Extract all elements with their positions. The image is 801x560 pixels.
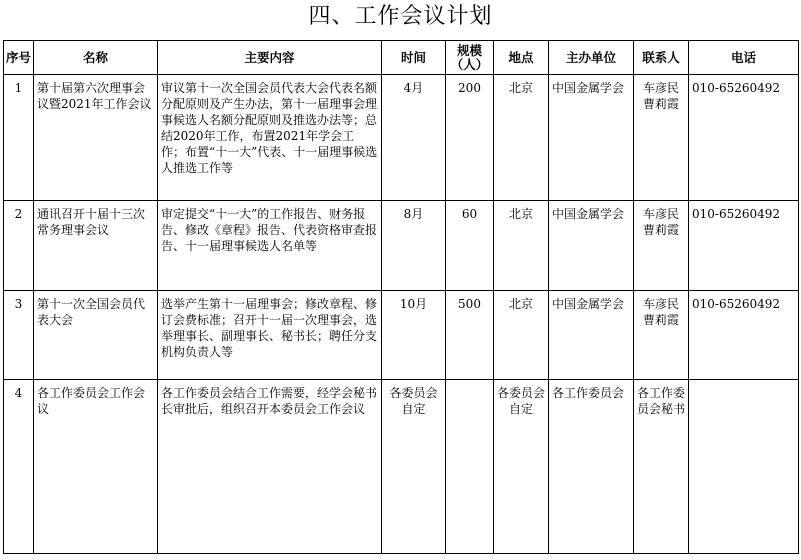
contact-person: 各工作委员会秘书: [637, 386, 686, 416]
meeting-content: 审定提交“十一大”的工作报告、财务报告、修改《章程》报告、代表资格审查报告、十一届理事候选人名单等: [158, 201, 382, 291]
meeting-phone: 010-65260492: [689, 291, 799, 380]
header-organizer: 主办单位: [549, 41, 634, 75]
meeting-organizer: 中国金属学会: [549, 201, 634, 291]
header-content: 主要内容: [158, 41, 382, 75]
header-row: [4, 41, 799, 75]
meeting-scale: 500: [446, 291, 494, 380]
meeting-scale: [446, 380, 494, 554]
meeting-time: 各委员会自定: [382, 380, 446, 554]
row-no: 4: [4, 380, 34, 554]
meeting-scale: 60: [446, 201, 494, 291]
meeting-organizer: 中国金属学会: [549, 291, 634, 380]
contact-person: 曹莉霞: [642, 313, 679, 327]
contact-person: 曹莉霞: [642, 97, 679, 111]
row-no: 3: [4, 291, 34, 380]
meeting-name: 通讯召开十届十三次常务理事会议: [34, 201, 158, 291]
meeting-time: 8月: [382, 201, 446, 291]
meeting-contact: [634, 291, 689, 380]
header-name: 名称: [34, 41, 158, 75]
header-no: 序号: [4, 41, 34, 75]
header-phone: 电话: [689, 41, 799, 75]
meeting-content: 审议第十一次全国会员代表大会代表名额分配原则及产生办法，第十一届理事会理事候选人名额分配原则及推选办法等；总结2020年工作，布置2021年学会工作；布置“十一大”代表、十一届理事候选人推选工作等: [158, 75, 382, 201]
meeting-organizer: 各工作委员会: [549, 380, 634, 554]
meeting-contact: [634, 201, 689, 291]
header-scale: 规模（人）: [446, 41, 494, 75]
meeting-contact: [634, 75, 689, 201]
meeting-content: 选举产生第十一届理事会；修改章程、修订会费标准；召开十一届一次理事会，选举理事长、副理事长、秘书长；聘任分支机构负责人等: [158, 291, 382, 380]
meeting-phone: 010-65260492: [689, 201, 799, 291]
header-time: 时间: [382, 41, 446, 75]
meeting-name: 各工作委员会工作会议: [34, 380, 158, 554]
table-row: [4, 201, 799, 291]
row-no: 2: [4, 201, 34, 291]
contact-person: 曹莉霞: [642, 223, 679, 237]
meeting-phone: [689, 380, 799, 554]
meeting-name: 第十一次全国会员代表大会: [34, 291, 158, 380]
row-no: 1: [4, 75, 34, 201]
meeting-scale: 200: [446, 75, 494, 201]
meeting-contact: [634, 380, 689, 554]
table-row: [4, 380, 799, 554]
header-contact: 联系人: [634, 41, 689, 75]
header-place: 地点: [494, 41, 549, 75]
meeting-name: 第十届第六次理事会议暨2021年工作会议: [34, 75, 158, 201]
meeting-place: 北京: [494, 75, 549, 201]
contact-person: 车彦民: [642, 207, 679, 221]
meeting-place: 北京: [494, 201, 549, 291]
meeting-organizer: 中国金属学会: [549, 75, 634, 201]
table-row: [4, 291, 799, 380]
meeting-place: 北京: [494, 291, 549, 380]
contact-person: 车彦民: [642, 81, 679, 95]
meeting-content: 各工作委员会结合工作需要，经学会秘书长审批后，组织召开本委员会工作会议: [158, 380, 382, 554]
table-row: [4, 75, 799, 201]
meeting-place: 各委员会自定: [494, 380, 549, 554]
meeting-time: 4月: [382, 75, 446, 201]
meeting-time: 10月: [382, 291, 446, 380]
meeting-phone: 010-65260492: [689, 75, 799, 201]
page-title: 四、工作会议计划: [308, 4, 493, 29]
contact-person: 车彦民: [642, 297, 679, 311]
meeting-plan-table: [3, 40, 799, 554]
